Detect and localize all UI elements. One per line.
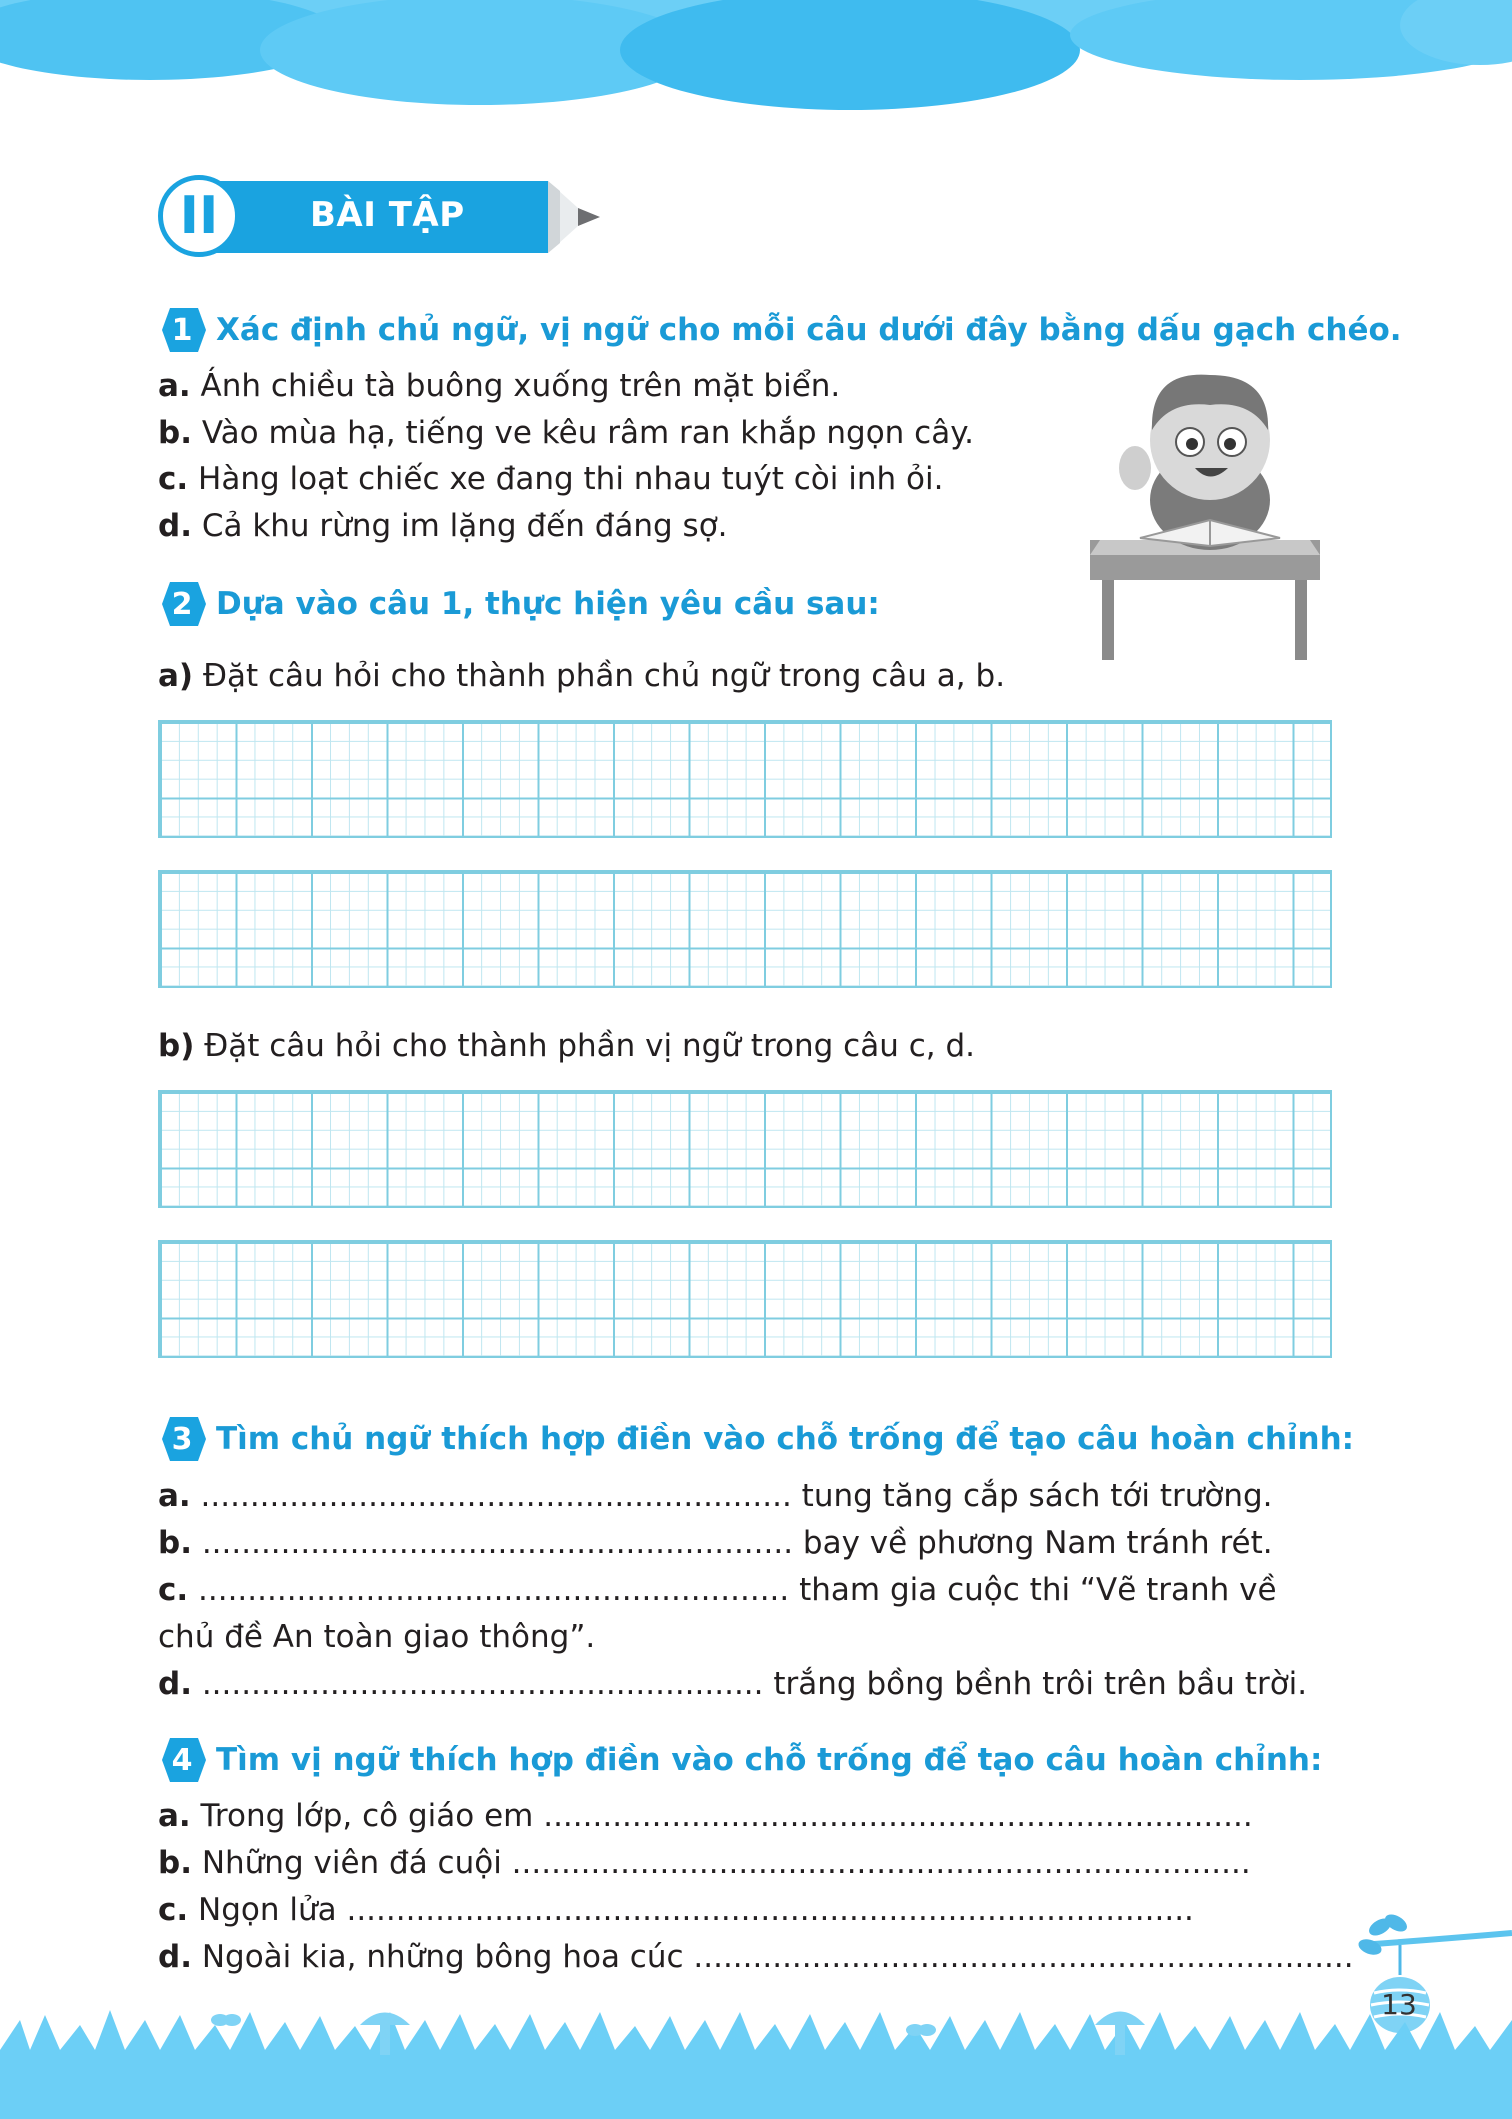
writing-grid[interactable] xyxy=(158,870,1332,988)
question-3-heading xyxy=(158,1415,1354,1463)
cloud-header xyxy=(0,0,1512,120)
writing-grid[interactable] xyxy=(158,1240,1332,1358)
question-number-badge: 3 xyxy=(158,1415,206,1463)
grass-footer xyxy=(0,1990,1512,2119)
q2-part-b: b) Đặt câu hỏi cho thành phần vị ngữ trong câu c, d. xyxy=(158,1028,975,1064)
q4-item-d[interactable]: d. Ngoài kia, những bông hoa cúc ................................................................... xyxy=(158,1939,1354,1975)
q1-item-a: a. Ánh chiều tà buông xuống trên mặt biển. xyxy=(158,368,841,404)
question-number-badge: 2 xyxy=(158,580,206,628)
writing-grid[interactable] xyxy=(158,1090,1332,1208)
q3-item-c[interactable]: c. ............................................................ tham gia cuộc thi “Vẽ tranh về xyxy=(158,1572,1277,1608)
question-1-title: Xác định chủ ngữ, vị ngữ cho mỗi câu dưới đây bằng dấu gạch chéo. xyxy=(216,312,1402,348)
question-number-badge: 1 xyxy=(158,306,206,354)
question-1-heading xyxy=(158,306,1402,354)
q4-item-b[interactable]: b. Những viên đá cuội ........................................................................... xyxy=(158,1845,1251,1881)
q1-item-c: c. Hàng loạt chiếc xe đang thi nhau tuýt còi inh ỏi. xyxy=(158,461,944,497)
writing-grid[interactable] xyxy=(158,720,1332,838)
question-3-title: Tìm chủ ngữ thích hợp điền vào chỗ trống để tạo câu hoàn chỉnh: xyxy=(216,1421,1355,1457)
q1-item-b: b. Vào mùa hạ, tiếng ve kêu râm ran khắp ngọn cây. xyxy=(158,415,974,451)
q3-item-c-continued: chủ đề An toàn giao thông”. xyxy=(158,1619,596,1655)
q3-item-b[interactable]: b. ............................................................ bay về phương Nam tránh rét. xyxy=(158,1525,1273,1561)
q3-item-d[interactable]: d. ......................................................... trắng bồng bềnh trôi trên bầu trời. xyxy=(158,1666,1308,1702)
question-4-title: Tìm vị ngữ thích hợp điền vào chỗ trống để tạo câu hoàn chỉnh: xyxy=(216,1742,1323,1778)
q1-item-d: d. Cả khu rừng im lặng đến đáng sợ. xyxy=(158,508,728,544)
question-4-heading xyxy=(158,1736,1322,1784)
question-2-heading xyxy=(158,580,880,628)
q4-item-a[interactable]: a. Trong lớp, cô giáo em ........................................................................ xyxy=(158,1798,1253,1834)
q3-item-a[interactable]: a. ............................................................ tung tăng cắp sách tới trường. xyxy=(158,1478,1273,1514)
student-at-desk-illustration xyxy=(1090,350,1330,670)
q2-part-a: a) Đặt câu hỏi cho thành phần chủ ngữ trong câu a, b. xyxy=(158,658,1006,694)
question-number-badge: 4 xyxy=(158,1736,206,1784)
question-2-title: Dựa vào câu 1, thực hiện yêu cầu sau: xyxy=(216,586,880,622)
section-title: BÀI TẬP xyxy=(310,195,465,235)
section-header xyxy=(158,175,558,265)
page-number: 13 xyxy=(1381,1987,1417,2021)
q4-item-c[interactable]: c. Ngọn lửa ...................................................................................... xyxy=(158,1892,1194,1928)
section-numeral: II xyxy=(158,175,240,257)
